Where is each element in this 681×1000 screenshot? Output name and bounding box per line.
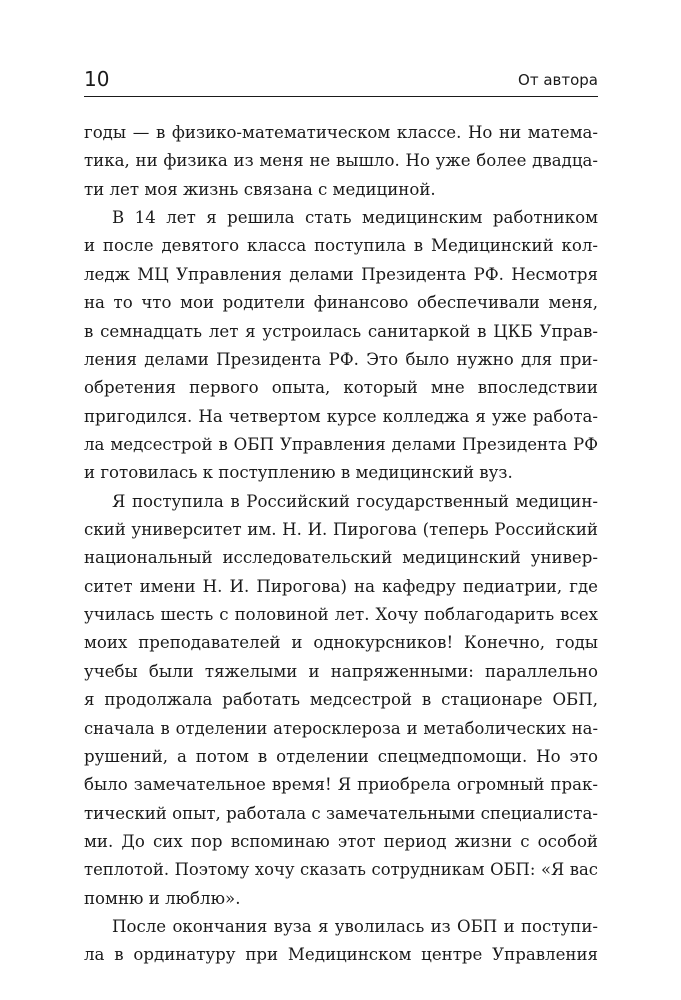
page-header <box>84 68 598 97</box>
text-line: тика, ни физика из меня не вышло. Но уже более двадца- <box>84 151 598 171</box>
text-line: на то что мои родители финансово обеспечивали меня, <box>84 293 598 313</box>
text-line: пригодился. На четвертом курсе колледжа я уже работа- <box>84 406 598 426</box>
text-line: я продолжала работать медсестрой в стационаре ОБП, <box>84 690 598 710</box>
text-line: ла медсестрой в ОБП Управления делами Президента РФ <box>84 434 598 454</box>
text-line: ми. До сих пор вспоминаю этот период жизни с особой <box>84 831 598 851</box>
text-line: ла в ординатуру при Медицинском центре Управления <box>84 945 598 965</box>
text-line: Я поступила в Российский государственный медицин- <box>112 491 598 511</box>
text-line: моих преподавателей и однокурсников! Конечно, годы <box>84 633 598 653</box>
text-line: учебы были тяжелыми и напряженными: параллельно <box>84 661 598 681</box>
text-line: После окончания вуза я уволилась из ОБП и поступи- <box>112 917 598 937</box>
text-line: училась шесть с половиной лет. Хочу поблагодарить всех <box>84 605 598 625</box>
body-text <box>84 119 598 970</box>
page-number: 10 <box>84 67 110 91</box>
text-line: и после девятого класса поступила в Медицинский кол- <box>84 236 598 256</box>
text-line: ситет имени Н. И. Пирогова) на кафедру педиатрии, где <box>84 576 598 596</box>
text-line: национальный исследовательский медицинский универ- <box>84 548 598 568</box>
text-line: ледж МЦ Управления делами Президента РФ. Несмотря <box>84 264 598 284</box>
text-line: рушений, а потом в отделении спецмедпомощи. Но это <box>84 746 598 766</box>
text-line: обретения первого опыта, который мне впоследствии <box>84 378 598 398</box>
text-line: годы — в физико-математическом классе. Но ни матема- <box>84 123 598 142</box>
text-line: ский университет им. Н. И. Пирогова (теперь Российский <box>84 520 598 540</box>
text-line: было замечательное время! Я приобрела огромный прак- <box>84 775 598 795</box>
running-title: От автора <box>518 71 598 89</box>
text-line: и готовилась к поступлению в медицинский вуз. <box>84 463 513 483</box>
text-line: теплотой. Поэтому хочу сказать сотрудникам ОБП: «Я вас <box>84 860 598 880</box>
text-line: в семнадцать лет я устроилась санитаркой в ЦКБ Управ- <box>84 321 598 341</box>
text-line: сначала в отделении атеросклероза и метаболических на- <box>84 718 598 738</box>
text-line: тический опыт, работала с замечательными специалиста- <box>84 803 598 823</box>
text-line: помню и люблю». <box>84 888 241 908</box>
text-line: ления делами Президента РФ. Это было нужно для при- <box>84 349 598 369</box>
text-line: ти лет моя жизнь связана с медициной. <box>84 179 436 199</box>
text-line: В 14 лет я решила стать медицинским работником <box>112 208 598 228</box>
